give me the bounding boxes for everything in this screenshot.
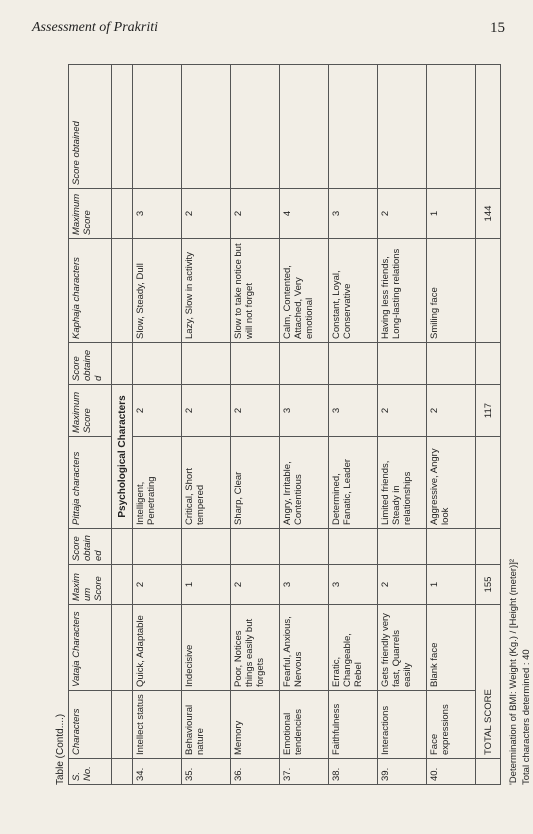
cell-vata-max: 2 [231,565,280,605]
cell-kapha-obtained [378,65,427,189]
total-kapha-max: 144 [476,189,501,239]
cell-vataja: Fearful, Anxious, Nervous [280,605,329,691]
table-row [329,65,378,785]
cell-vataja: Erratic, Changeable, Rebel [329,605,378,691]
cell-vata-max: 3 [329,565,378,605]
cell-pitta-obtained [427,343,476,385]
cell-kapha-max: 2 [182,189,231,239]
cell-sno: 40. [427,759,476,785]
cell-kapha-obtained [182,65,231,189]
cell-pitta-obtained [231,343,280,385]
cell-pittaja: Limited friends, Steady in relationships [378,437,427,529]
cell-vata-obtained [133,529,182,565]
col-header-pittaja: Pittaja characters [69,437,112,529]
cell-pittaja: Determined, Fanatic, Leader [329,437,378,529]
cell-kapha-obtained [280,65,329,189]
cell-pitta-obtained [133,343,182,385]
cell-pittaja: Angry, Irritable, Contentious [280,437,329,529]
cell-pitta-max: 2 [182,385,231,437]
cell-pitta-max: 3 [280,385,329,437]
cell-sno: 34. [133,759,182,785]
table-row [133,65,182,785]
cell-vata-obtained [231,529,280,565]
cell-sno: 39. [378,759,427,785]
cell-pittaja: Intelligent, Penetrating [133,437,182,529]
col-header-characters: Characters [69,691,112,759]
total-pitta-max: 117 [476,385,501,437]
table-row [231,65,280,785]
section-row [112,65,133,785]
cell-vataja: Gets friendly very fast, Quarrels easily [378,605,427,691]
col-header-pitta-max: Maximum Score [69,385,112,437]
prakriti-table [68,64,501,785]
cell-characters: Face expressions [427,691,476,759]
cell-kapha-obtained [133,65,182,189]
cell-pitta-max: 3 [329,385,378,437]
total-row [476,65,501,785]
cell-pitta-max: 2 [378,385,427,437]
cell-characters: Emotional tendencies [280,691,329,759]
header-row [69,65,112,785]
cell-kapha-max: 4 [280,189,329,239]
cell-vataja: Quick, Adaptable [133,605,182,691]
cell-kapha-max: 3 [329,189,378,239]
cell-kapha-obtained [329,65,378,189]
cell-pittaja: Aggressive, Angry look [427,437,476,529]
cell-kaphaja: Slow to take notice but will not forget [231,239,280,343]
cell-sno: 36. [231,759,280,785]
cell-sno: 35. [182,759,231,785]
col-header-vata-max: Maximum Score [69,565,112,605]
cell-pitta-max: 2 [427,385,476,437]
cell-kaphaja: Lazy, Slow in activity [182,239,231,343]
col-header-vata-obtained: Score obtained [69,529,112,565]
table-caption: Table (Contd....) [55,713,66,785]
cell-sno: 37. [280,759,329,785]
cell-characters: Behavioural nature [182,691,231,759]
cell-vata-max: 2 [378,565,427,605]
cell-kaphaja: Constant, Loyal, Conservative [329,239,378,343]
page-number: 15 [490,20,505,36]
cell-vata-obtained [182,529,231,565]
cell-characters: Interactions [378,691,427,759]
table-row [280,65,329,785]
cell-vata-obtained [378,529,427,565]
cell-vata-max: 2 [133,565,182,605]
col-header-kapha-max: Maximum Score [69,189,112,239]
cell-kaphaja: Smiling face [427,239,476,343]
cell-pitta-obtained [280,343,329,385]
table-row [427,65,476,785]
cell-vata-max: 1 [182,565,231,605]
cell-pittaja: Sharp, Clear [231,437,280,529]
section-title: Psychological Characters [112,385,133,529]
table-row [182,65,231,785]
footnote-bmi: 'Determination of BMI: Weight (Kg.) / [Height (meter)]² [508,558,519,785]
col-header-kaphaja: Kaphaja characters [69,239,112,343]
cell-kapha-max: 2 [231,189,280,239]
cell-vata-obtained [427,529,476,565]
cell-kaphaja: Calm, Contented, Attached, Very emotional [280,239,329,343]
cell-kaphaja: Having less friends, Long-lasting relations [378,239,427,343]
table-row [378,65,427,785]
running-header-title: Assessment of Prakriti [32,20,158,35]
col-header-vataja: Vataja Characters [69,605,112,691]
cell-vataja: Indecisive [182,605,231,691]
cell-vataja: Poor, Notices things easily but forgets [231,605,280,691]
cell-vataja: Blank face [427,605,476,691]
cell-characters: Memory [231,691,280,759]
total-vata-max: 155 [476,565,501,605]
cell-characters: Intellect status [133,691,182,759]
cell-kapha-obtained [427,65,476,189]
cell-pitta-max: 2 [133,385,182,437]
cell-pittaja: Critical, Short tempered [182,437,231,529]
cell-kapha-max: 1 [427,189,476,239]
col-header-pitta-obtained: Score obtained [69,343,112,385]
cell-pitta-max: 2 [231,385,280,437]
cell-kapha-max: 3 [133,189,182,239]
rotated-table-block [54,65,532,785]
cell-characters: Faithfulness [329,691,378,759]
cell-pitta-obtained [182,343,231,385]
cell-pitta-obtained [329,343,378,385]
footnote-total-characters: Total characters determined : 40 [521,649,532,785]
cell-vata-obtained [329,529,378,565]
cell-vata-max: 1 [427,565,476,605]
cell-vata-max: 3 [280,565,329,605]
col-header-kapha-obtained: Score obtained [69,65,112,189]
cell-kapha-obtained [231,65,280,189]
total-label: TOTAL SCORE [476,605,501,759]
cell-sno: 38. [329,759,378,785]
cell-vata-obtained [280,529,329,565]
cell-kapha-max: 2 [378,189,427,239]
footnotes [507,65,533,785]
cell-pitta-obtained [378,343,427,385]
col-header-sno: S. No. [69,759,112,785]
cell-kaphaja: Slow, Steady, Dull [133,239,182,343]
